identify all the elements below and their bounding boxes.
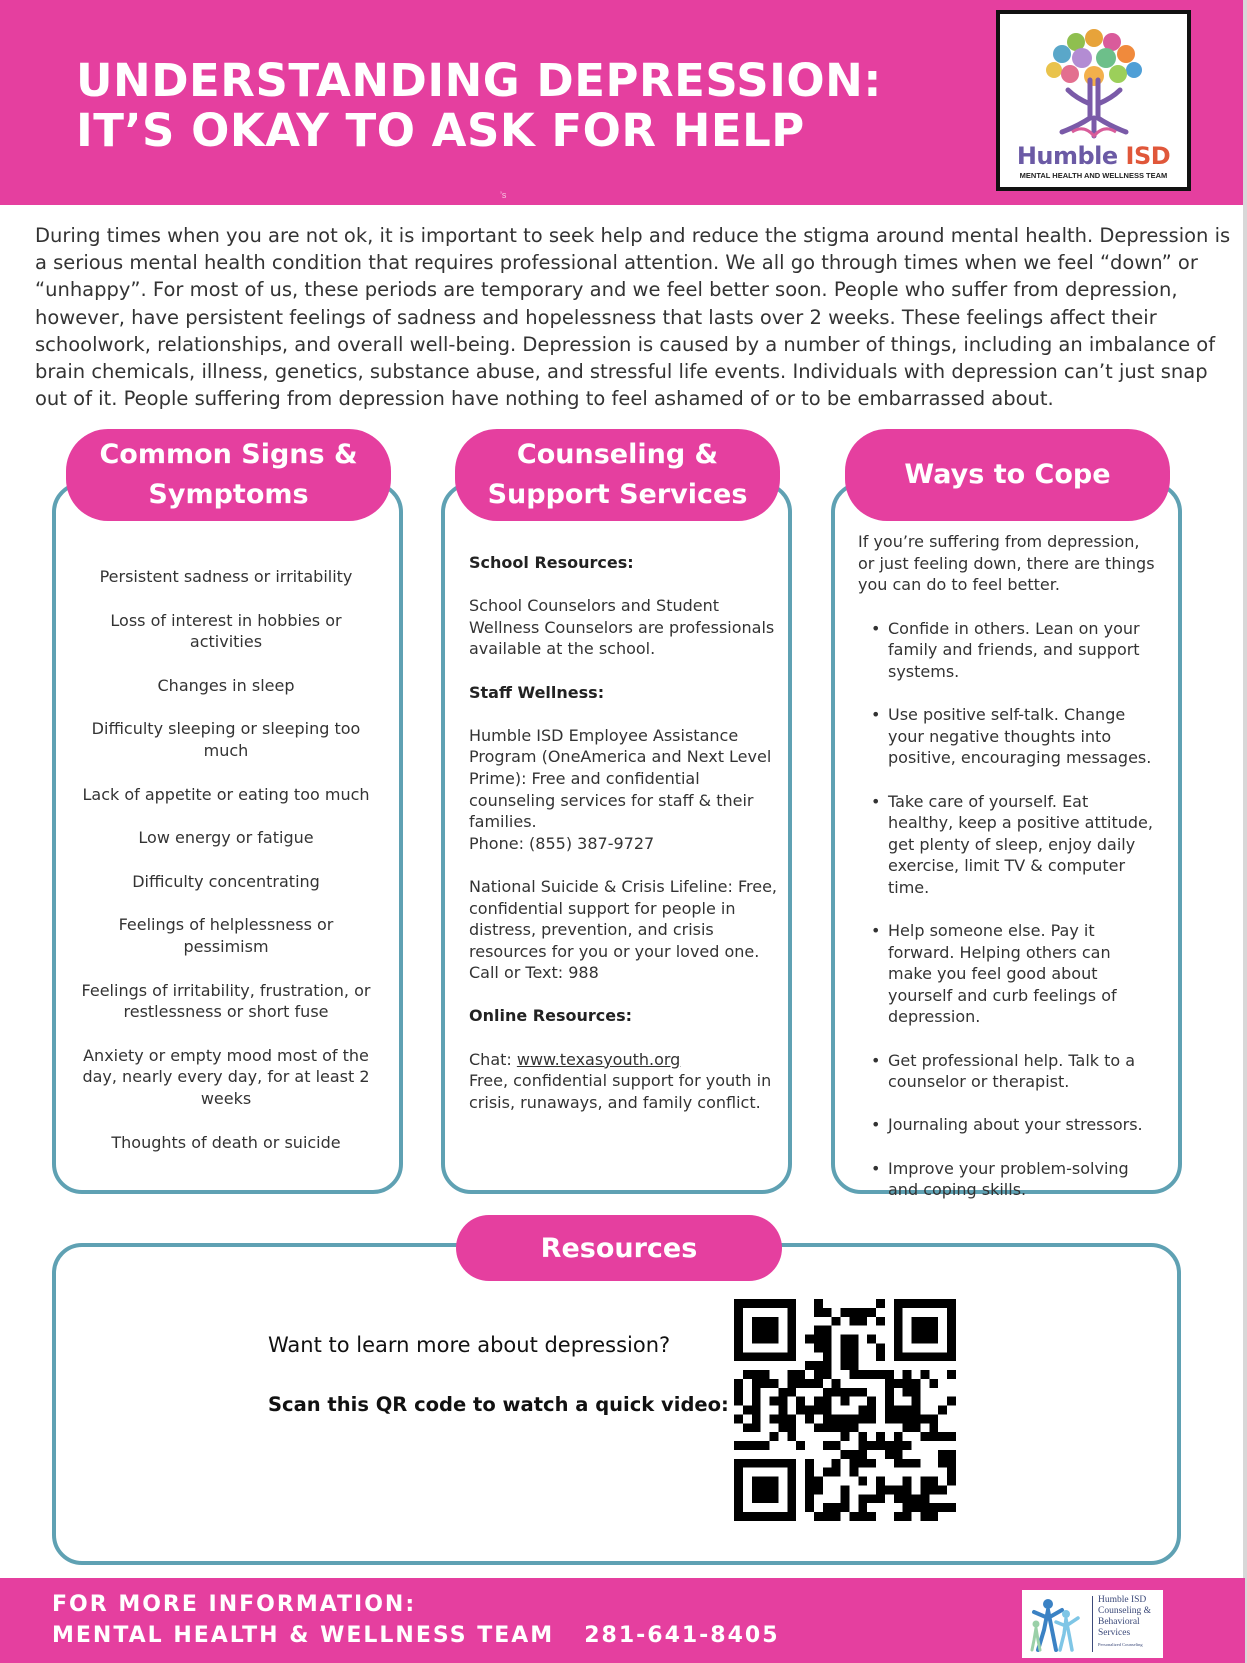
cope-content <box>858 531 1158 1222</box>
cope-card-title: Ways to Cope <box>845 429 1170 521</box>
lifeline-call: Call or Text: 988 <box>469 963 599 983</box>
school-resources-heading: School Resources: <box>469 553 634 572</box>
cope-list <box>858 618 1158 1201</box>
logo-name-accent: ISD <box>1125 142 1171 170</box>
page-title: UNDERSTANDING DEPRESSION: IT’S OKAY TO ASK FOR HELP <box>76 54 882 157</box>
footer-logo-line: Behavioral <box>1098 1617 1140 1627</box>
logo-subtitle: MENTAL HEALTH AND WELLNESS TEAM <box>1019 171 1168 180</box>
logo-name-main: Humble <box>1016 142 1118 170</box>
lifeline-text: National Suicide & Crisis Lifeline: Free, confidential support for people in distress, prevention, and crisis resources for you or your loved one. <box>469 876 778 961</box>
tree-of-life-icon <box>1032 20 1156 148</box>
resources-scan-prompt: Scan this QR code to watch a quick video: <box>268 1393 729 1416</box>
list-item: Lack of appetite or eating too much <box>82 784 370 804</box>
footer-line2 <box>52 1623 780 1648</box>
list-item: • Help someone else. Pay it forward. Helping others can make you feel good about yourself and curb feelings of depression. <box>888 920 1158 1028</box>
school-resources-text: School Counselors and Student Wellness Counselors are professionals available at the school. <box>469 596 775 659</box>
online-resources-text: Free, confidential support for youth in crisis, runaways, and family conflict. <box>469 1071 772 1112</box>
staff-wellness-text: Humble ISD Employee Assistance Program (OneAmerica and Next Level Prime): Free and confidential counseling services for staff & their families. <box>469 725 772 832</box>
footer-logo-line: Services <box>1098 1628 1131 1638</box>
qr-code-icon[interactable] <box>734 1299 956 1521</box>
list-item: Thoughts of death or suicide <box>111 1132 341 1152</box>
list-item: Low energy or fatigue <box>138 828 314 848</box>
footer-logo-line: Humble ISD <box>1098 1595 1147 1605</box>
signs-card-title: Common Signs & Symptoms <box>66 429 391 521</box>
list-item: Feelings of helplessness or pessimism <box>118 915 334 956</box>
logo-wordmark <box>1000 142 1187 170</box>
list-item: • Use positive self-talk. Change your negative thoughts into positive, encouraging messages. <box>888 704 1158 769</box>
people-figures-icon <box>1022 1590 1090 1658</box>
chat-line <box>469 1049 779 1071</box>
intro-paragraph: During times when you are not ok, it is important to seek help and reduce the stigma around mental health. Depression is a serious mental health condition that requires professional attention. We all go through times when we feel “down” or “unhappy”. For most of us, these periods are temporary and we feel better soon. People who suffer from depression, however, have persistent feelings of sadness and hopelessness that lasts over 2 weeks. These feelings affect their schoolwork, relationships, and overall well-being. Depression is caused by a number of things, including an imbalance of brain chemicals, illness, genetics, substance abuse, and stressful life events. Individuals with depression can’t just snap out of it. People suffering from depression have nothing to feel ashamed of or to be embarrassed about. <box>35 224 1231 411</box>
list-item: Difficulty sleeping or sleeping too much <box>91 719 361 760</box>
resources-title: Resources <box>456 1215 782 1281</box>
footer-logo-line: Counseling & <box>1098 1606 1152 1616</box>
counseling-content <box>469 552 779 1135</box>
resources-question: Want to learn more about depression? <box>268 1333 671 1357</box>
logo-divider <box>1092 1596 1093 1652</box>
online-resources-heading: Online Resources: <box>469 1006 632 1026</box>
list-item: Feelings of irritability, frustration, or restlessness or short fuse <box>81 980 371 1022</box>
chat-label: Chat: <box>469 1049 517 1069</box>
list-item: • Confide in others. Lean on your family and friends, and support systems. <box>888 618 1158 683</box>
list-item: Changes in sleep <box>157 675 295 695</box>
header-banner <box>0 0 1245 205</box>
small-mark: ’s <box>500 190 507 200</box>
list-item: Anxiety or empty mood most of the day, nearly every day, for at least 2 weeks <box>82 1045 370 1108</box>
footer-team: MENTAL HEALTH & WELLNESS TEAM <box>52 1623 555 1648</box>
signs-list <box>76 566 376 1175</box>
footer-phone: 281-641-8405 <box>584 1623 780 1648</box>
staff-wellness-heading: Staff Wellness: <box>469 682 605 702</box>
list-item: • Get professional help. Talk to a counselor or therapist. <box>888 1050 1158 1093</box>
list-item: • Take care of yourself. Eat healthy, keep a positive attitude, get plenty of sleep, enjoy daily exercise, limit TV & computer time. <box>888 791 1158 899</box>
list-item: Difficulty concentrating <box>132 871 320 891</box>
list-item: Persistent sadness or irritability <box>99 567 353 586</box>
cope-lead: If you’re suffering from depression, or just feeling down, there are things you can do to feel better. <box>858 532 1155 595</box>
footer-logo-subtitle: Personalized Counseling <box>1098 1642 1143 1647</box>
list-item: • Improve your problem-solving and coping skills. <box>888 1158 1158 1201</box>
footer-line1: FOR MORE INFORMATION: <box>52 1592 417 1617</box>
humble-isd-logo <box>996 10 1191 191</box>
list-item: • Journaling about your stressors. <box>888 1114 1158 1136</box>
page-edge <box>1243 0 1247 1663</box>
counseling-services-logo <box>1022 1590 1163 1658</box>
texasyouth-link[interactable]: www.texasyouth.org <box>516 1049 681 1069</box>
footer-logo-text <box>1098 1595 1151 1639</box>
footer-banner <box>0 1578 1245 1663</box>
staff-phone: Phone: (855) 387-9727 <box>469 833 655 853</box>
counseling-card-title: Counseling & Support Services <box>455 429 780 521</box>
list-item: Loss of interest in hobbies or activities <box>110 610 342 652</box>
